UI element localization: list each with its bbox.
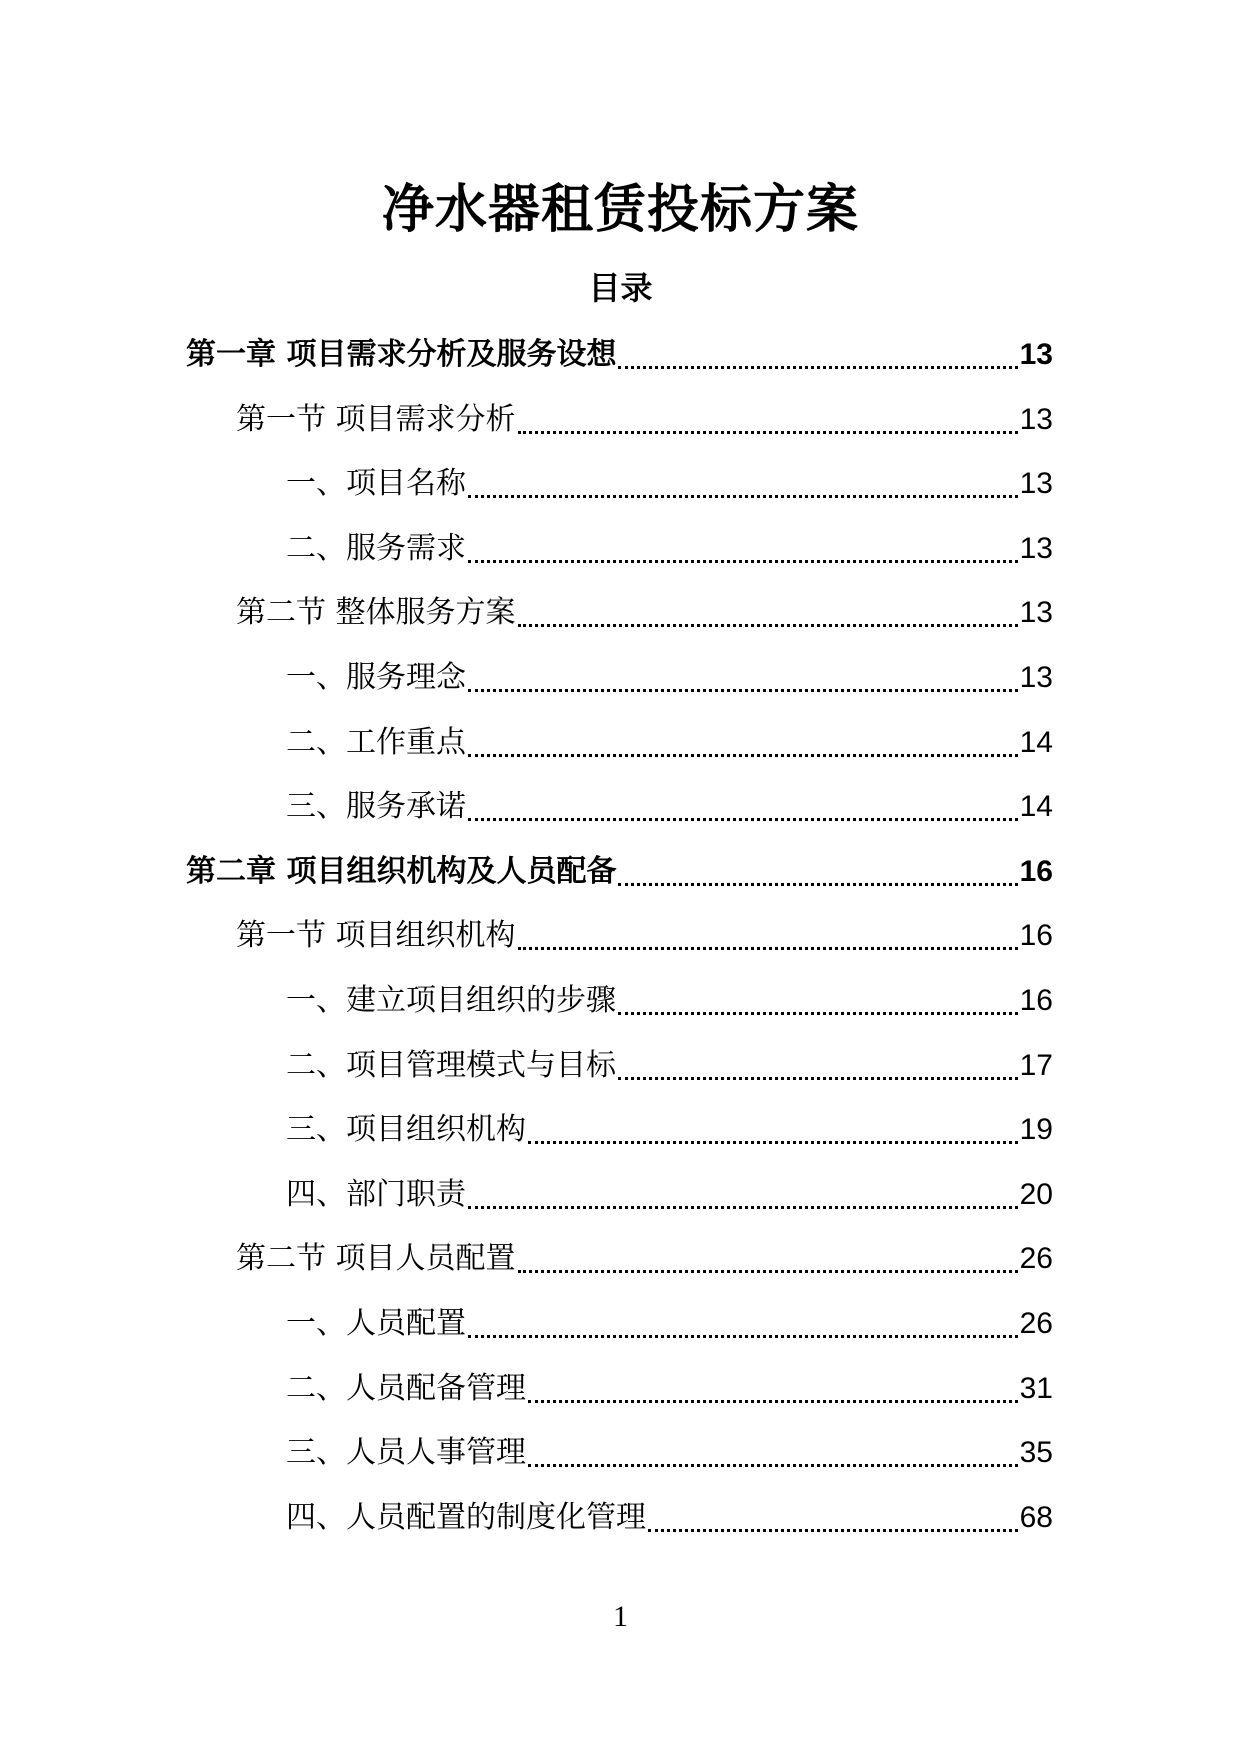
toc-entry-page: 13 <box>1019 403 1053 436</box>
toc-entry[interactable] <box>286 523 1053 569</box>
toc-entry-label: 三、服务承诺 <box>286 789 466 824</box>
toc-leader-dots <box>468 559 1018 563</box>
toc-entry-label: 第二节 整体服务方案 <box>236 595 516 630</box>
toc-entry-page: 19 <box>1019 1113 1053 1146</box>
toc-entry-page: 16 <box>1019 984 1053 1017</box>
toc-leader-dots <box>468 1205 1018 1209</box>
toc-leader-dots <box>528 1463 1018 1467</box>
toc-leader-dots <box>518 1269 1018 1273</box>
toc-entry[interactable] <box>236 587 1053 633</box>
toc-leader-dots <box>528 1399 1018 1403</box>
toc-entry-label: 一、服务理念 <box>286 660 466 695</box>
toc-entry-label: 第一节 项目需求分析 <box>236 402 516 437</box>
toc-entry-page: 13 <box>1019 532 1053 565</box>
toc-entry[interactable] <box>286 1104 1053 1150</box>
toc-leader-dots <box>648 1528 1018 1532</box>
toc-entry-page: 26 <box>1019 1242 1053 1275</box>
toc-leader-dots <box>618 1076 1018 1080</box>
toc-leader-dots <box>518 946 1018 950</box>
toc-leader-dots <box>518 430 1018 434</box>
toc-entry-label: 一、人员配置 <box>286 1306 466 1341</box>
toc-leader-dots <box>518 623 1018 627</box>
toc-entry[interactable] <box>236 1233 1053 1279</box>
toc-entry-page: 35 <box>1019 1436 1053 1469</box>
toc-entry-page: 14 <box>1019 790 1053 823</box>
toc-leader-dots <box>528 1140 1018 1144</box>
toc-leader-dots <box>468 688 1018 692</box>
toc-entry-page: 26 <box>1019 1307 1053 1340</box>
toc-entry[interactable] <box>236 394 1053 440</box>
toc-entry-page: 31 <box>1019 1372 1053 1405</box>
document-title: 净水器租赁投标方案 <box>381 180 859 240</box>
toc-entry-label: 二、人员配备管理 <box>286 1371 526 1406</box>
toc-entry[interactable] <box>286 652 1053 698</box>
toc-entry[interactable] <box>286 781 1053 827</box>
toc-entry-label: 第一节 项目组织机构 <box>236 918 516 953</box>
toc-entry-label: 第一章 项目需求分析及服务设想 <box>186 337 617 372</box>
toc-entry[interactable] <box>286 1363 1053 1409</box>
toc-entry-label: 三、人员人事管理 <box>286 1435 526 1470</box>
toc-entry-page: 17 <box>1019 1049 1053 1082</box>
toc-entry[interactable] <box>286 717 1053 763</box>
toc-entry-label: 四、人员配置的制度化管理 <box>286 1500 646 1535</box>
toc-entry-page: 13 <box>1019 467 1053 500</box>
toc-entry-label: 一、建立项目组织的步骤 <box>286 983 616 1018</box>
toc-entry-label: 三、项目组织机构 <box>286 1112 526 1147</box>
toc-entry-page: 16 <box>1019 919 1053 952</box>
toc-entry-label: 一、项目名称 <box>286 466 466 501</box>
toc-entry-page: 16 <box>1019 855 1053 888</box>
page-number: 1 <box>613 1600 628 1633</box>
toc-entry-page: 68 <box>1019 1501 1053 1534</box>
toc-entry[interactable] <box>286 1169 1053 1215</box>
toc-leader-dots <box>468 1334 1018 1338</box>
toc-entry[interactable] <box>286 1492 1053 1538</box>
toc-entry[interactable] <box>286 1427 1053 1473</box>
toc-entry[interactable] <box>186 846 1053 892</box>
toc-entry-label: 二、工作重点 <box>286 725 466 760</box>
toc-leader-dots <box>468 817 1018 821</box>
toc-entry-page: 13 <box>1019 596 1053 629</box>
toc-entry[interactable] <box>286 1040 1053 1086</box>
toc-heading: 目录 <box>588 269 653 307</box>
toc-entry-label: 第二节 项目人员配置 <box>236 1241 516 1276</box>
toc-entry-label: 二、项目管理模式与目标 <box>286 1048 616 1083</box>
toc-entry[interactable] <box>236 910 1053 956</box>
toc-entry-label: 四、部门职责 <box>286 1177 466 1212</box>
toc-entry-page: 14 <box>1019 726 1053 759</box>
toc-entry[interactable] <box>286 1298 1053 1344</box>
toc-entry-label: 二、服务需求 <box>286 531 466 566</box>
toc-leader-dots <box>618 1011 1018 1015</box>
toc-leader-dots <box>468 753 1018 757</box>
toc-leader-dots <box>618 365 1017 369</box>
toc-entry[interactable] <box>286 458 1053 504</box>
toc-leader-dots <box>618 882 1017 886</box>
toc-entry-page: 13 <box>1019 661 1053 694</box>
toc-entry[interactable] <box>286 975 1053 1021</box>
toc-leader-dots <box>468 494 1018 498</box>
toc-entry-label: 第二章 项目组织机构及人员配备 <box>186 854 617 889</box>
toc-entry-page: 13 <box>1019 338 1053 371</box>
toc-entry[interactable] <box>186 329 1053 375</box>
toc-entry-page: 20 <box>1019 1178 1053 1211</box>
